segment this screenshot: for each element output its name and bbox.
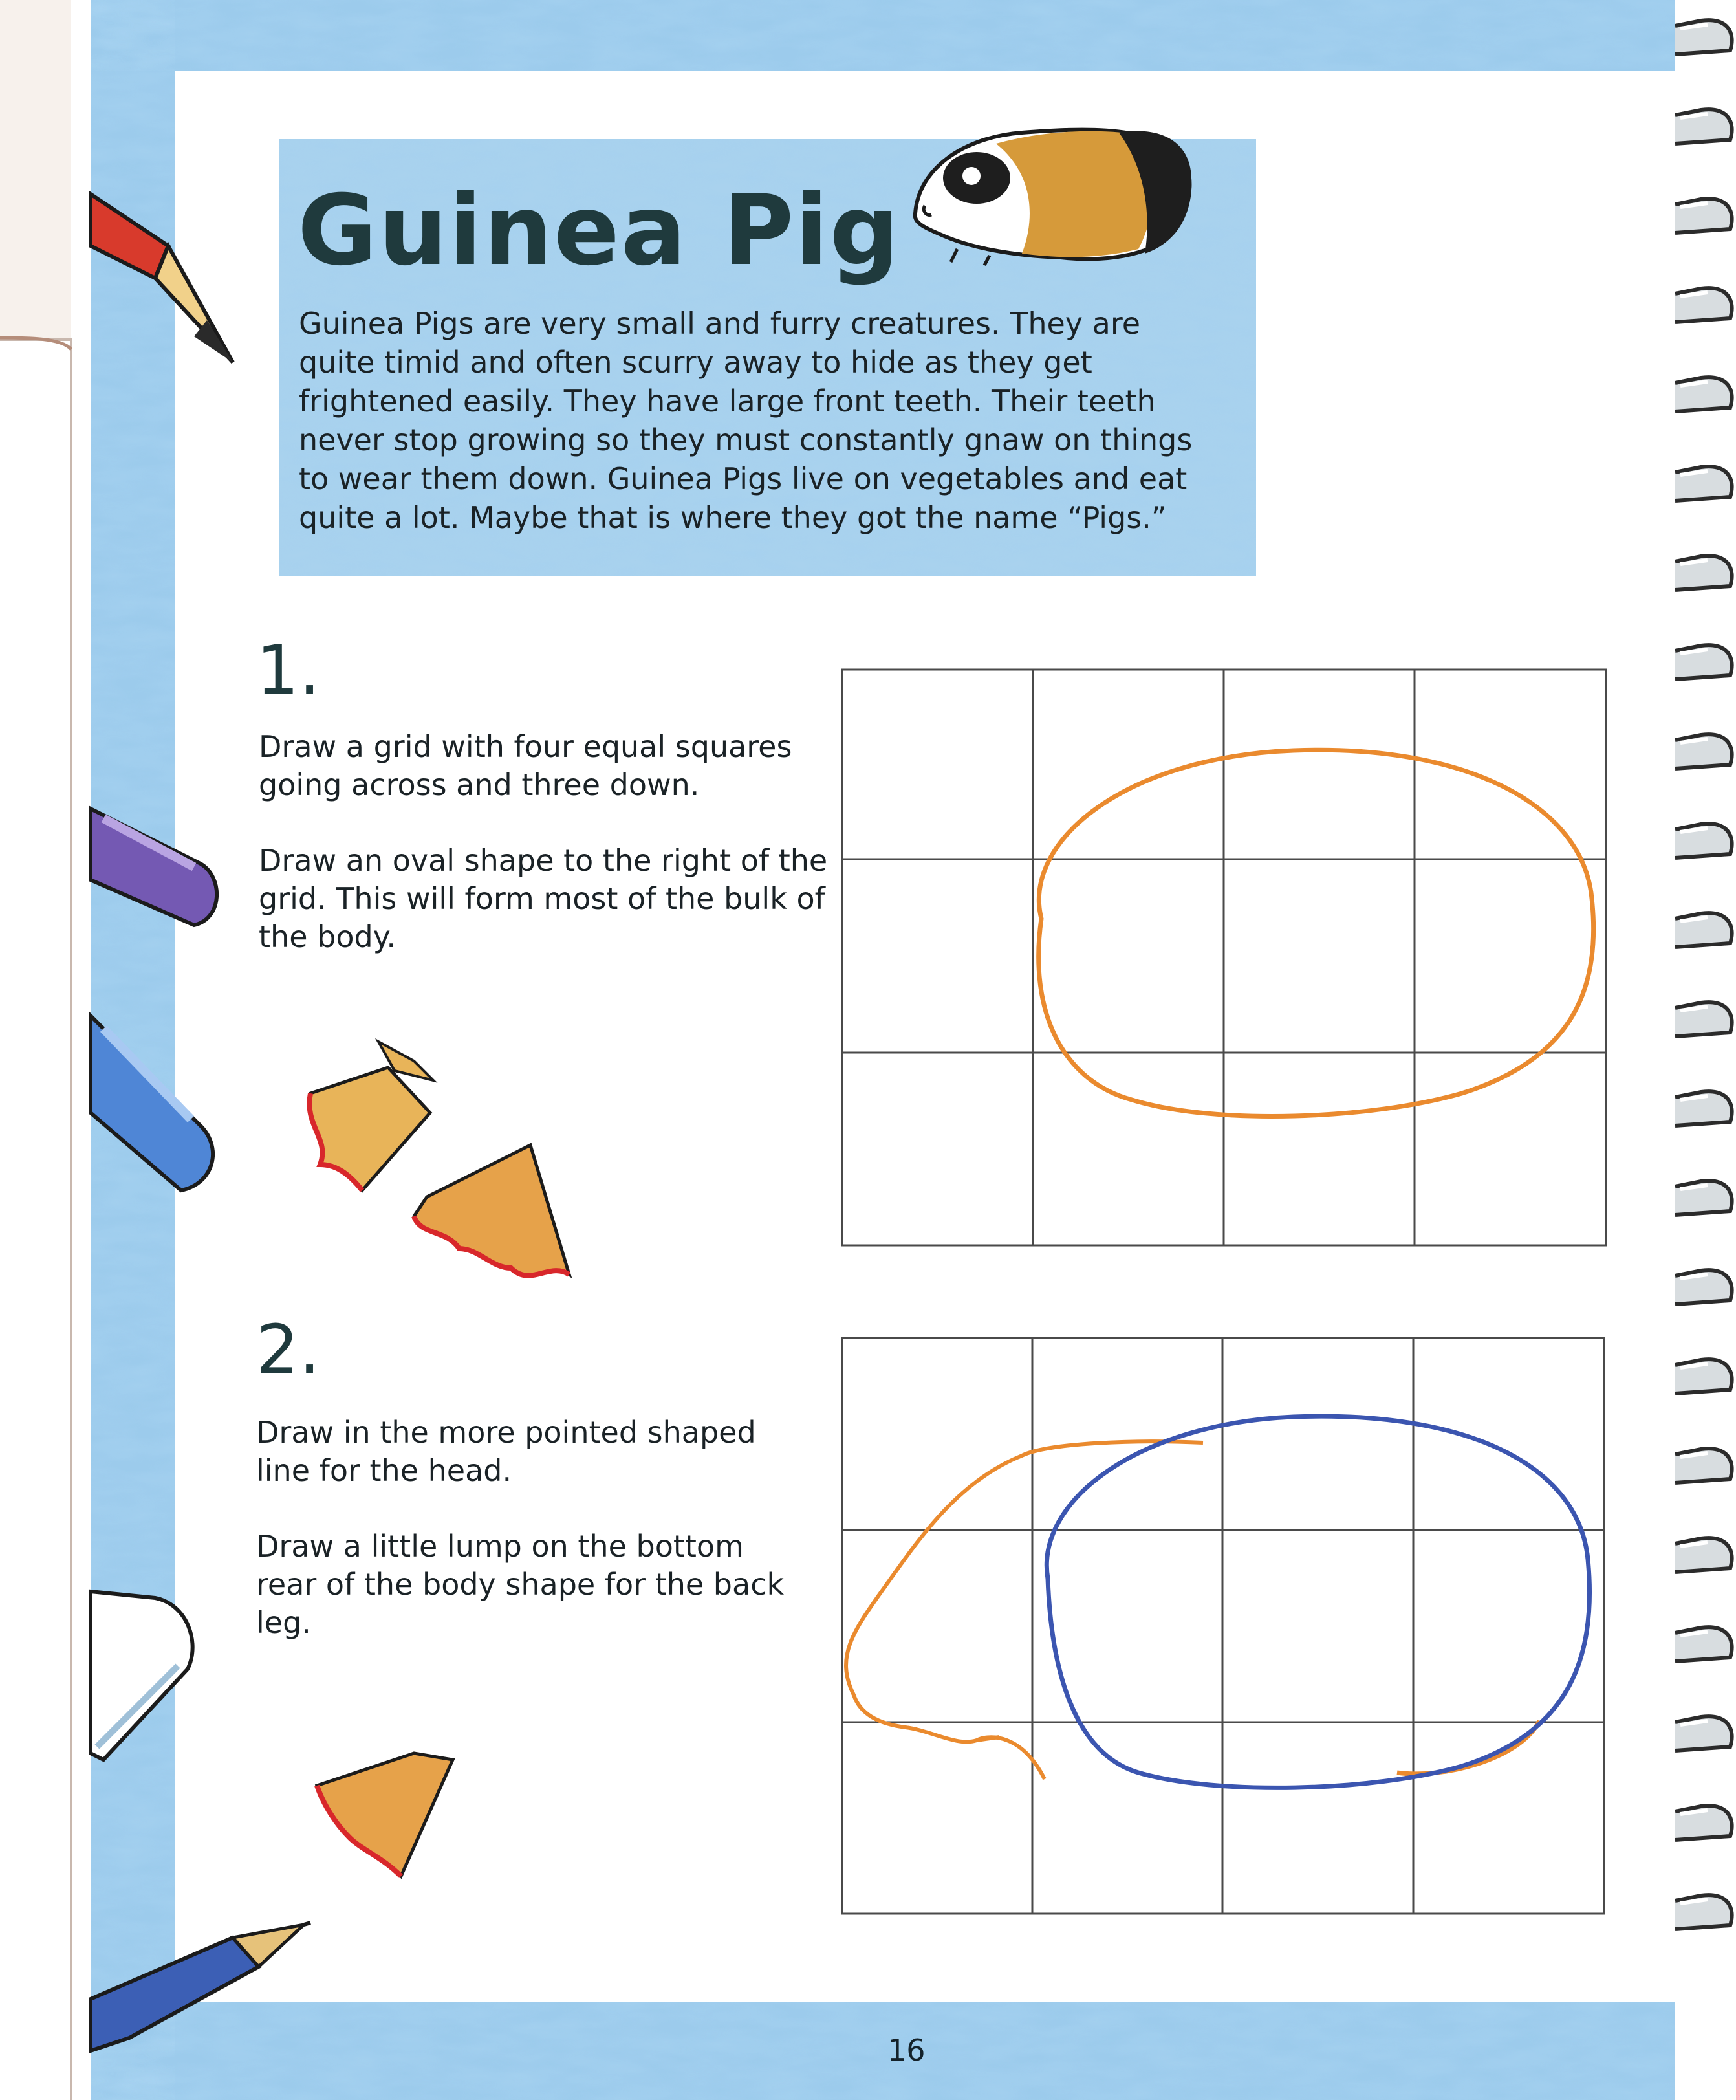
page-number: 16 xyxy=(887,2033,926,2068)
step-2-grid xyxy=(842,1338,1604,1914)
pencil-shaving-icon-2 xyxy=(414,1145,569,1276)
spiral-coil xyxy=(1675,1359,1732,1394)
page-title: Guinea Pig xyxy=(298,175,901,287)
step-1-paragraph-1: Draw a grid with four equal squares going across and three down. xyxy=(259,729,792,802)
spiral-coil xyxy=(1675,824,1732,858)
head-line-orange xyxy=(846,1441,1203,1779)
spiral-coil xyxy=(1675,1895,1732,1929)
pencil-shaving-icon xyxy=(309,1042,433,1190)
step-1-grid xyxy=(842,670,1606,1245)
spiral-coil xyxy=(1675,1270,1732,1304)
intro-paragraph: Guinea Pigs are very small and furry creatures. They are quite timid and often scurry away to hide as they get frightened easily. They have large front teeth. Their teeth never stop growing so they must constantly gnaw on things to wear them down. Guinea Pigs live on vegetables and eat quite a lot. Maybe that is where they got the name “Pigs.” xyxy=(299,306,1193,535)
spiral-coil xyxy=(1675,734,1732,769)
step-1-instructions xyxy=(259,728,841,956)
pencil-shaving-icon-3 xyxy=(317,1753,453,1876)
step-2-paragraph-1: Draw in the more pointed shaped line for the head. xyxy=(256,1415,756,1488)
spiral-coil xyxy=(1675,1091,1732,1126)
step-1-paragraph-2: Draw an oval shape to the right of the grid. This will form most of the bulk of the body. xyxy=(259,843,828,954)
spiral-coil xyxy=(1675,645,1732,679)
step-2-instructions xyxy=(256,1414,787,1642)
spiral-coil xyxy=(1675,1806,1732,1840)
spiral-coil xyxy=(1675,377,1732,411)
step-2-paragraph-2: Draw a little lump on the bottom rear of the body shape for the back leg. xyxy=(256,1529,785,1640)
body-oval-orange xyxy=(1039,750,1594,1116)
body-oval-blue xyxy=(1047,1416,1589,1788)
step-2-number: 2. xyxy=(256,1310,321,1389)
spiral-coil xyxy=(1675,199,1732,233)
spiral-coil xyxy=(1675,109,1732,144)
spiral-coil xyxy=(1675,1181,1732,1215)
spiral-coil xyxy=(1675,913,1732,947)
spiral-coil xyxy=(1675,288,1732,322)
spiral-coil xyxy=(1675,466,1732,501)
spiral-coil xyxy=(1675,1627,1732,1661)
spiral-coil xyxy=(1675,556,1732,590)
spiral-coil xyxy=(1675,1449,1732,1483)
step-1-number: 1. xyxy=(256,631,321,710)
spiral-coil xyxy=(1675,20,1732,54)
spiral-coil xyxy=(1675,1002,1732,1036)
spiral-coil xyxy=(1675,1716,1732,1751)
spiral-coil xyxy=(1675,1538,1732,1572)
